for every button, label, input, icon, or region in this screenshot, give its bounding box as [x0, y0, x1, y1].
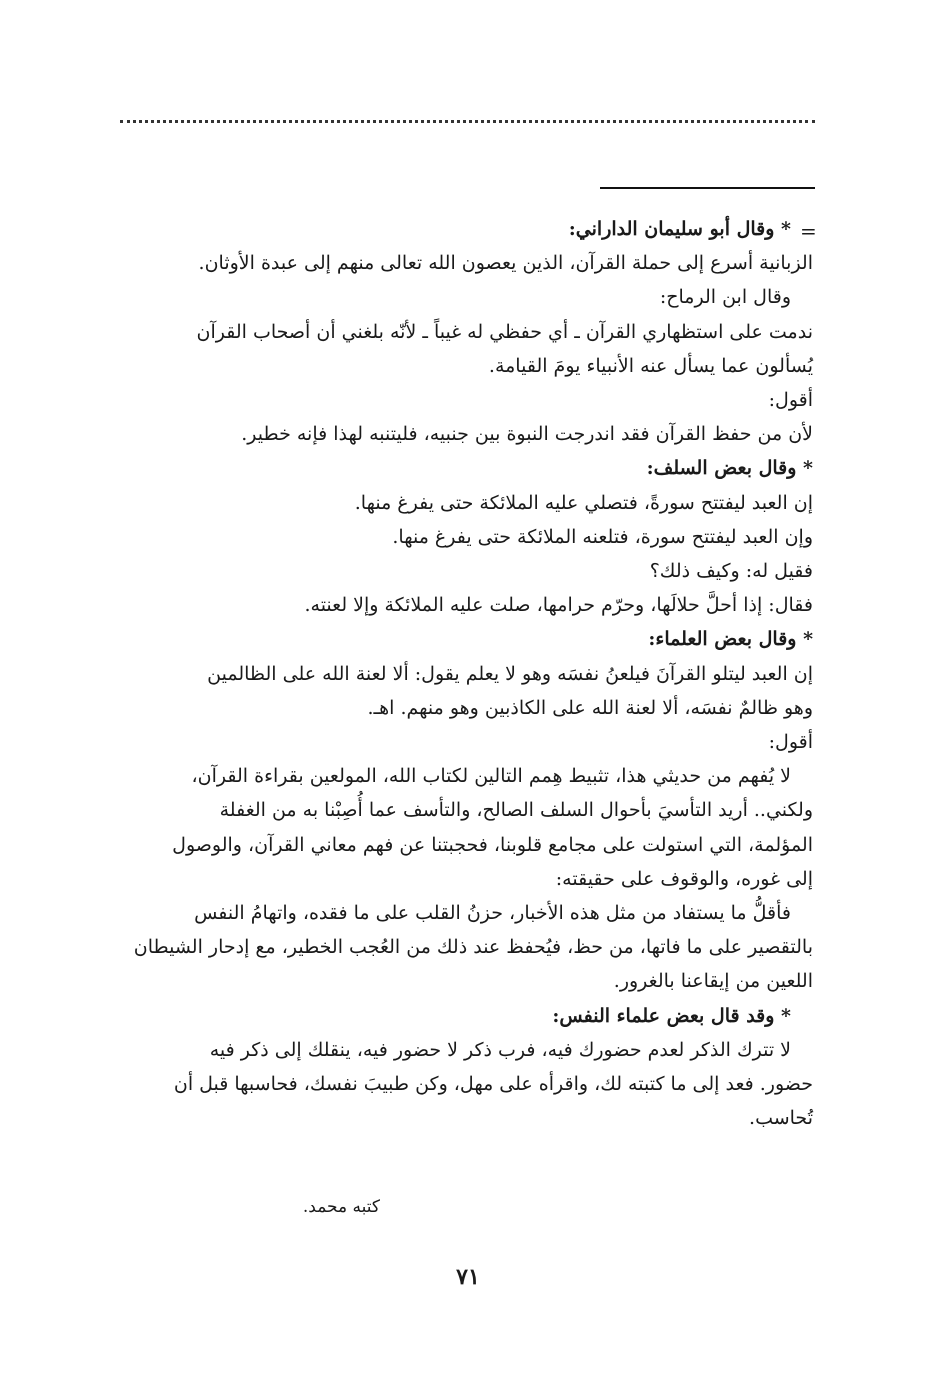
- continuation-mark: =: [800, 219, 817, 243]
- text-line: فقال: إذا أحلَّ حلالَها، وحرّم حرامها، صلت عليه الملائكة وإلا لعنته.: [304, 594, 813, 617]
- text-line: لأن من حفظ القرآن فقد اندرجت النبوة بين جنبيه، فليتنبه لهذا فإنه خطير.: [241, 423, 813, 446]
- text-line: إلى غوره، والوقوف على حقيقته:: [555, 867, 813, 890]
- page-number: ٧١: [456, 1264, 480, 1290]
- text-line: إن العبد ليفتتح سورةً، فتصلي عليه الملائكة حتى يفرغ منها.: [354, 491, 813, 514]
- text-line: فأقلُّ ما يستفاد من مثل هذه الأخبار، حزنُ القلب على ما فقده، واتهامُ النفس: [194, 902, 791, 925]
- text-line: يُسألون عما يسأل عنه الأنبياء يومَ القيامة.: [488, 354, 813, 377]
- text-line: لا تترك الذكر لعدم حضورك فيه، فرب ذكر لا حضور فيه، ينقلك إلى ذكر فيه: [209, 1038, 791, 1061]
- text-line: حضور. فعد إلى ما كتبته لك، واقرأه على مهل، وكن طبيبَ نفسك، فحاسبها قبل أن: [173, 1073, 813, 1096]
- text-line: إن العبد ليتلو القرآنَ فيلعنُ نفسَه وهو لا يعلم يقول: ألا لعنة الله على الظالمين: [207, 662, 813, 685]
- text-line: ندمت على استظهاري القرآن ـ أي حفظي له غيباً ـ لأنّه بلغني أن أصحاب القرآن: [196, 320, 813, 343]
- body-text: [118, 212, 813, 1135]
- footnote-rule: [600, 187, 815, 189]
- text-line: وقال ابن الرماح:: [659, 286, 791, 309]
- text-line: بالتقصير على ما فاتها، من حظ، فيُحفظ عند ذلك من العُجب الخطير، مع إدحار الشيطان: [133, 936, 813, 959]
- dotted-separator: [120, 120, 815, 123]
- text-line: * وقال بعض السلف:: [646, 457, 813, 480]
- text-line: وهو ظالمٌ نفسَه، ألا لعنة الله على الكاذبين وهو منهم. اهـ.: [367, 696, 813, 719]
- text-line: اللعين من إيقاعنا بالغرور.: [613, 970, 813, 993]
- text-line: * وقد قال بعض علماء النفس:: [552, 1004, 791, 1027]
- text-line: لا يُفهم من حديثي هذا، تثبيط هِمم التالين لكتاب الله، المولعين بقراءة القرآن،: [191, 765, 791, 788]
- text-line: أقول:: [768, 389, 813, 412]
- text-line: المؤلمة، التي استولت على مجامع قلوبنا، فحجبتنا عن فهم معاني القرآن، والوصول: [172, 833, 813, 856]
- text-line: ولكني.. أريد التأسيَ بأحوال السلف الصالح، والتأسف عما أُصِبْنا به من الغفلة: [219, 799, 813, 822]
- text-line: الزبانية أسرع إلى حملة القرآن، الذين يعصون الله تعالى منهم إلى عبدة الأوثان.: [198, 252, 813, 275]
- text-line: تُحاسب.: [749, 1107, 813, 1130]
- signature: كتبه محمد.: [302, 1197, 380, 1217]
- text-line: وإن العبد ليفتتح سورة، فتلعنه الملائكة حتى يفرغ منها.: [392, 525, 813, 548]
- text-line: أقول:: [768, 731, 813, 754]
- text-line: * وقال بعض العلماء:: [648, 628, 813, 651]
- text-line: * وقال أبو سليمان الداراني:: [568, 218, 791, 240]
- text-line: فقيل له: وكيف ذلك؟: [649, 560, 813, 583]
